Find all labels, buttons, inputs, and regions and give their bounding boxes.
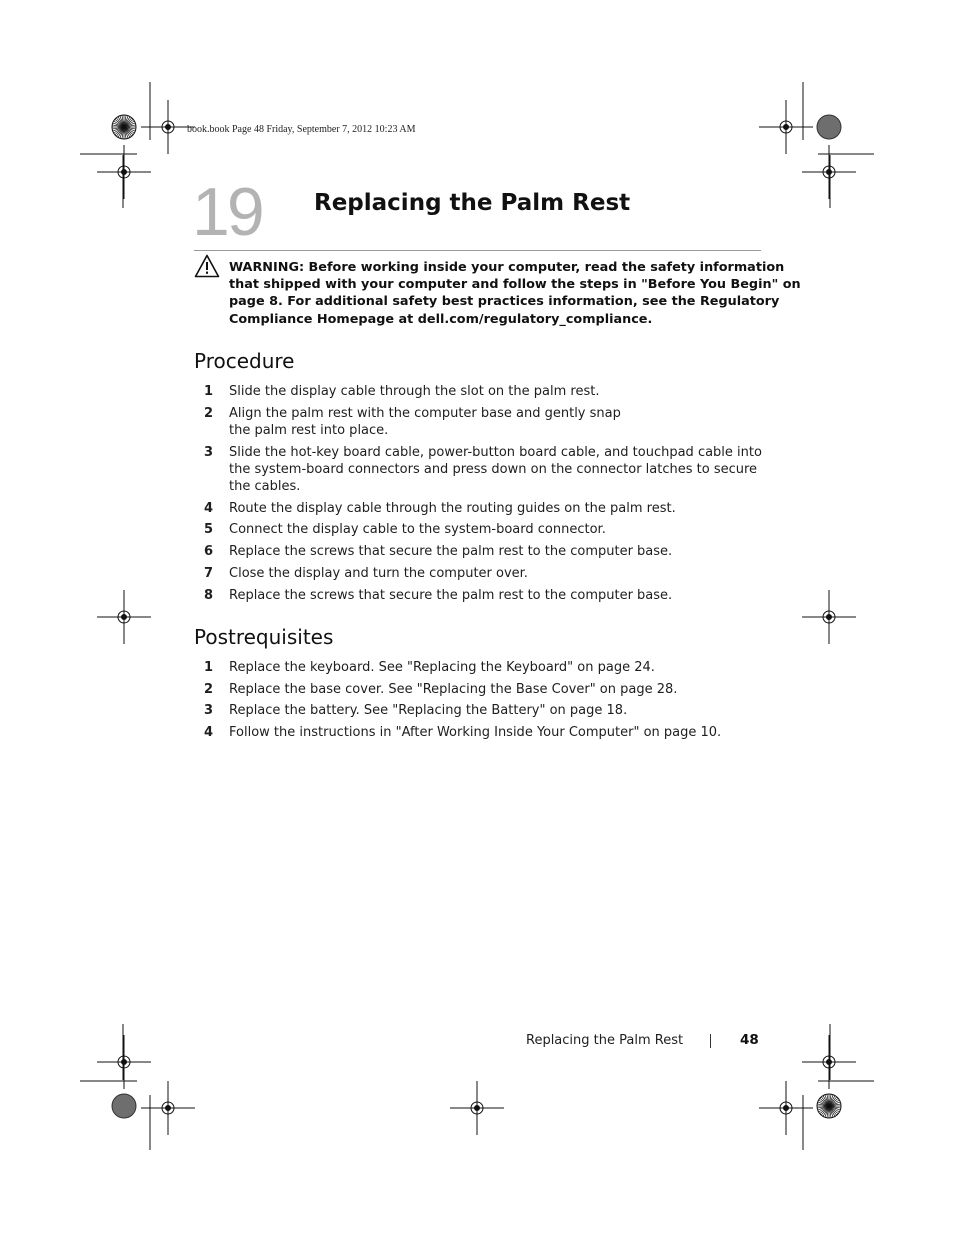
- step-text-line: the palm rest into place.: [229, 423, 389, 438]
- step-text-line: Replace the base cover. See "Replacing the Base Cover" on page 28.: [229, 682, 678, 697]
- step-number: 4: [204, 501, 214, 516]
- step-text-line: Slide the display cable through the slot on the palm rest.: [229, 384, 600, 399]
- footer-title: Replacing the Palm Rest: [526, 1033, 684, 1048]
- crosshair-mark: [166, 125, 171, 130]
- print-stamp: book.book Page 48 Friday, September 7, 2012 10:23 AM: [187, 124, 416, 135]
- crosshair-mark: [475, 1106, 480, 1111]
- step-text: [229, 565, 764, 582]
- step-text: [229, 444, 764, 495]
- footer-separator: [710, 1034, 711, 1048]
- warning-line: page 8. For additional safety best practices information, see the Regulatory: [229, 294, 780, 310]
- postrequisites-heading: Postrequisites: [194, 625, 334, 649]
- step-text-line: Replace the screws that secure the palm rest to the computer base.: [229, 544, 673, 559]
- page-number: 48: [740, 1032, 759, 1048]
- step-text-line: Align the palm rest with the computer base and gently snap: [229, 406, 621, 421]
- step-number: 2: [204, 682, 214, 697]
- crosshair-mark: [122, 615, 127, 620]
- step-text: [229, 681, 764, 698]
- crosshair-mark: [827, 170, 832, 175]
- title-rule: [194, 250, 761, 251]
- crosshair-mark: [784, 125, 789, 130]
- procedure-heading: Procedure: [194, 349, 295, 373]
- step-text: [229, 659, 764, 676]
- step-number: 1: [204, 384, 214, 399]
- step-number: 3: [204, 445, 214, 460]
- warning-line: WARNING: Before working inside your computer, read the safety information: [229, 260, 785, 275]
- step-text-line: the system-board connectors and press down on the connector latches to secure: [229, 462, 758, 477]
- step-text-line: Replace the battery. See "Replacing the Battery" on page 18.: [229, 703, 628, 718]
- step-number: 6: [204, 544, 214, 559]
- step-number: 5: [204, 522, 214, 537]
- warning-line: that shipped with your computer and follow the steps in "Before You Begin" on: [229, 277, 801, 293]
- step-text: [229, 543, 764, 560]
- step-text: [229, 383, 764, 400]
- warning-line: Compliance Homepage at dell.com/regulatory_compliance.: [229, 311, 653, 327]
- step-text-line: the cables.: [229, 479, 301, 494]
- step-number: 4: [204, 725, 214, 740]
- step-number: 8: [204, 588, 214, 603]
- gray-register-mark: [817, 115, 841, 139]
- crosshair-mark: [166, 1106, 171, 1111]
- warning-text: [229, 259, 801, 328]
- step-text: [229, 405, 764, 439]
- step-text-line: Replace the screws that secure the palm rest to the computer base.: [229, 588, 673, 603]
- step-text: [229, 702, 764, 719]
- crosshair-mark: [122, 1060, 127, 1065]
- warning-icon: [194, 254, 220, 278]
- step-text: [229, 587, 764, 604]
- crosshair-mark: [827, 615, 832, 620]
- step-text-line: Follow the instructions in "After Working Inside Your Computer" on page 10.: [229, 725, 722, 740]
- step-number: 3: [204, 703, 214, 718]
- step-text-line: Close the display and turn the computer over.: [229, 566, 528, 581]
- step-text: [229, 521, 764, 538]
- step-number: 2: [204, 406, 214, 421]
- crosshair-mark: [784, 1106, 789, 1111]
- chapter-title: Replacing the Palm Rest: [314, 190, 631, 216]
- step-text-line: Replace the keyboard. See "Replacing the Keyboard" on page 24.: [229, 660, 655, 675]
- step-text-line: Connect the display cable to the system-board connector.: [229, 522, 606, 537]
- step-number: 7: [204, 566, 214, 581]
- crosshair-mark: [122, 170, 127, 175]
- step-number: 1: [204, 660, 214, 675]
- gray-register-mark: [112, 1094, 136, 1118]
- chapter-number: 19: [192, 174, 262, 250]
- step-text-line: Slide the hot-key board cable, power-button board cable, and touchpad cable into: [229, 445, 762, 460]
- crosshair-mark: [827, 1060, 832, 1065]
- step-text: [229, 724, 764, 741]
- step-text: [229, 500, 764, 517]
- step-text-line: Route the display cable through the routing guides on the palm rest.: [229, 501, 676, 516]
